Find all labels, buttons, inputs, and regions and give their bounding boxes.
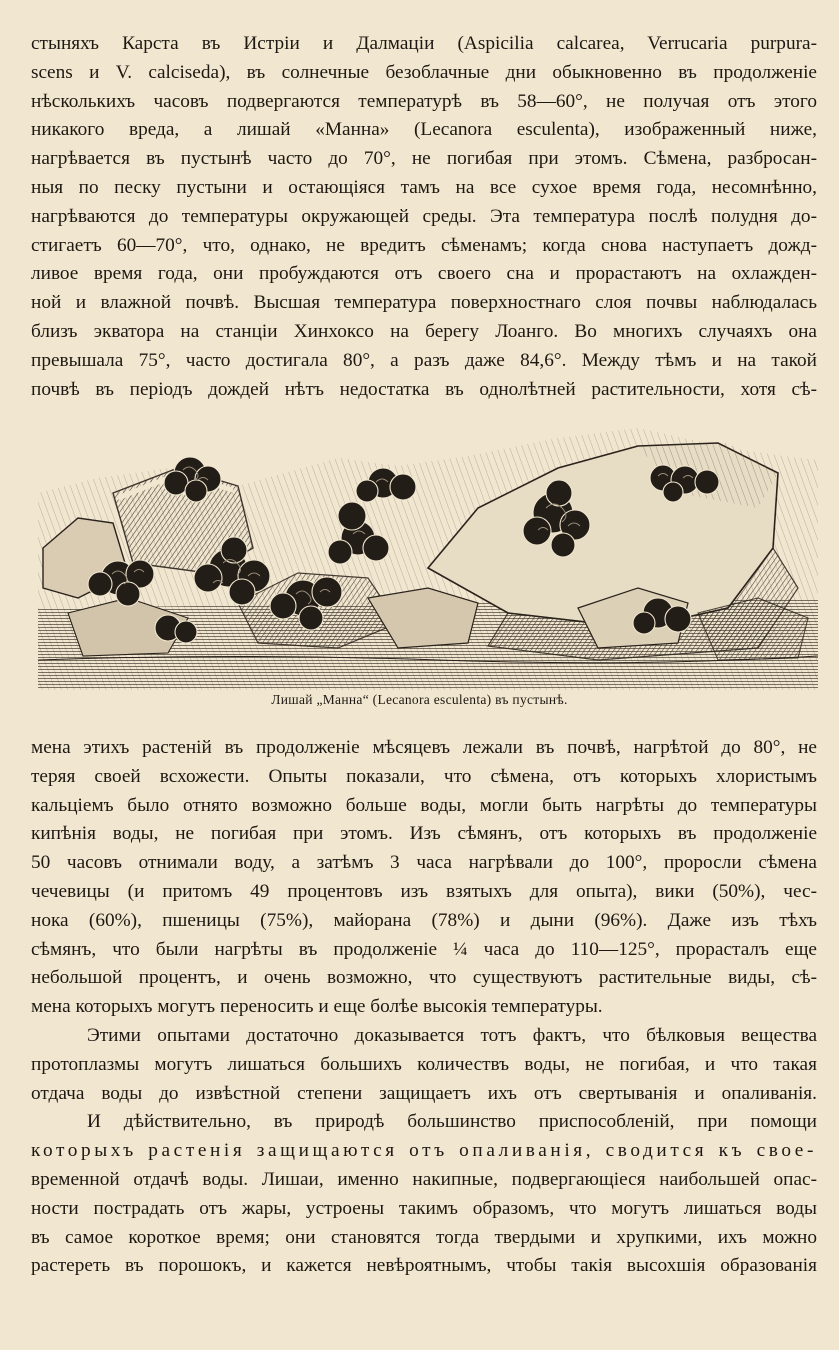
text-block-bottom (31, 734, 817, 1281)
text-line: кальціемъ было отнято возможно больше воды, могли быть нагрѣты до температуры (31, 794, 817, 816)
text-line: кипѣнія воды, не погибая при этомъ. Изъ сѣмянъ, отъ которыхъ въ продолженіе (31, 823, 817, 845)
text-line: Этими опытами достаточно доказывается тотъ фактъ, что бѣлковыя вещества (87, 1024, 817, 1046)
text-line: почвѣ въ періодъ дождей нѣтъ недостатка въ однолѣтней растительности, хотя сѣ- (31, 378, 817, 400)
text-line: временной отдачѣ воды. Лишаи, именно накипные, подвергающіеся наибольшей опас- (31, 1168, 817, 1190)
text-line: 50 часовъ отнимали воду, а затѣмъ 3 часа нагрѣвали до 100°, проросли сѣмена (31, 852, 817, 874)
text-line: ности пострадать отъ жары, устроены такимъ образомъ, что могутъ лишаться воды (31, 1197, 817, 1219)
text-line: стигаетъ 60—70°, что, однако, не вредитъ сѣменамъ; когда снова наступаетъ дожд- (31, 234, 817, 256)
text-line: сѣмянъ, что были нагрѣты въ продолженіе ¼ часа до 110—125°, прорасталъ еще (31, 938, 817, 960)
text-line: въ самое короткое время; они становятся тогда твердыми и хрупкими, ихъ можно (31, 1226, 817, 1248)
text-line: ной и влажной почвѣ. Высшая температура поверхностнаго слоя почвы наблюдалась (31, 292, 817, 314)
text-block-top (31, 30, 817, 404)
text-line: И дѣйствительно, въ природѣ большинство приспособленій, при помощи (87, 1111, 817, 1133)
text-line: нока (60%), пшеницы (75%), майорана (78%) и дыни (96%). Даже изъ тѣхъ (31, 909, 817, 931)
lichen-manna-illustration (38, 398, 818, 690)
text-line: мена которыхъ могутъ переносить и еще болѣе высокія температуры. (31, 996, 603, 1018)
figure-caption: Лишай „Манна“ (Lecanora esculenta) въ пустынѣ. (271, 692, 568, 707)
text-line: стыняхъ Карста въ Истріи и Далмаціи (Aspicilia calcarea, Verrucaria purpura- (31, 33, 817, 54)
text-line: небольшой процентъ, и очень возможно, что существуютъ растительные виды, сѣ- (31, 967, 817, 989)
text-line: растереть въ порошокъ, и кажется невѣроятнымъ, чтобы такія высохшія образованія (31, 1255, 817, 1277)
text-line: отдача воды до извѣстной степени защищаетъ ихъ отъ свертыванія и опаливанія. (31, 1082, 817, 1104)
text-line: никакого вреда, а лишай «Манна» (Lecanora esculenta), изображенный ниже, (31, 119, 817, 141)
text-line: которыхъ растенія защищаются отъ опаливанія, сводится къ свое- (31, 1140, 817, 1162)
text-line: нагрѣвается въ пустынѣ часто до 70°, не погибая при этомъ. Сѣмена, разбросан- (31, 148, 817, 170)
text-line: scens и V. calciseda), въ солнечные безоблачные дни обыкновенно въ продолженіе (31, 61, 817, 83)
text-line: чечевицы (и притомъ 49 процентовъ изъ взятыхъ для опыта), вики (50%), чес- (31, 880, 817, 902)
text-line: нѣсколькихъ часовъ подвергаются температурѣ въ 58—60°, не получая отъ этого (31, 90, 817, 112)
text-line: ныя по песку пустыни и остающіяся тамъ на все сухое время года, несомнѣнно, (31, 176, 817, 198)
text-line: нагрѣваются до температуры окружающей среды. Эта температура послѣ полудня до- (31, 205, 817, 227)
text-line: протоплазмы могутъ лишаться большихъ количествъ воды, не погибая, и что такая (31, 1053, 817, 1075)
text-line: ливое время года, они пробуждаются отъ своего сна и прорастаютъ на охлажден- (31, 263, 817, 285)
text-line: теряя своей всхожести. Опыты показали, что сѣмена, отъ которыхъ хлористымъ (31, 765, 817, 787)
text-line: мена этихъ растеній въ продолженіе мѣсяцевъ лежали въ почвѣ, нагрѣтой до 80°, не (31, 737, 817, 758)
text-line: превышала 75°, часто достигала 80°, а разъ даже 84,6°. Между тѣмъ и на такой (31, 349, 817, 371)
text-line: близъ экватора на станціи Хинхоксо на берегу Лоанго. Во многихъ случаяхъ она (31, 320, 817, 342)
